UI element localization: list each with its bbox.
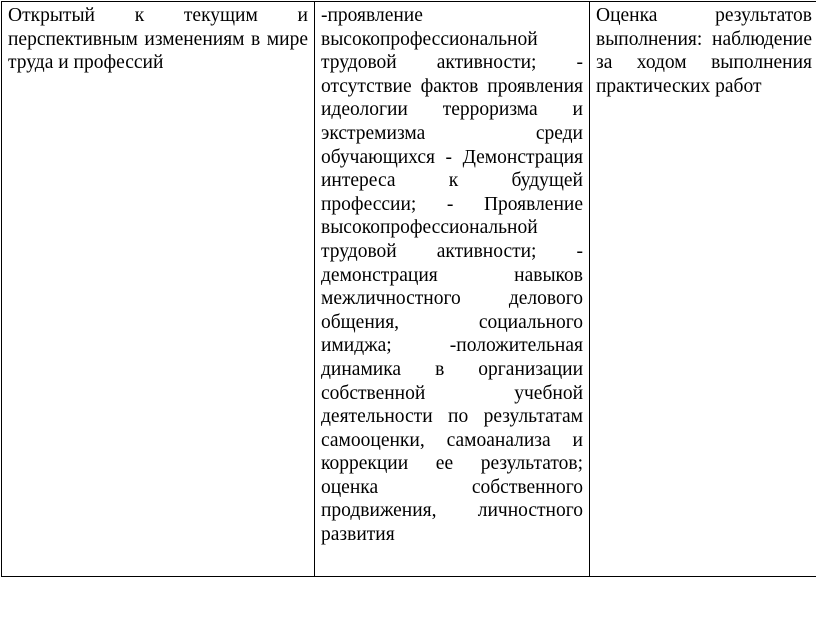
cell-indicators	[315, 2, 590, 577]
competency-text: Открытый к текущим и перспективным изменениям в мире труда и профессий	[8, 5, 308, 74]
assessment-text: Оценка результатов выполнения: наблюдение за ходом выполнения практических работ	[596, 5, 812, 97]
cell-competency	[2, 2, 315, 577]
results-table	[1, 1, 816, 577]
cell-assessment	[590, 2, 816, 577]
table-row	[2, 2, 816, 577]
indicators-text: -проявление высокопрофессиональной трудовой активности; - отсутствие фактов проявления идеологии терроризма и экстремизма среди обучающихся - Демонстрация интереса к будущей профессии; - Проявление высокопрофессиональной трудовой активности; - демонстрация навыков межличностного делового общения, социального имиджа; -положительная динамика в организации собственной учебной деятельности по результатам самооценки, самоанализа и коррекции ее результатов; оценка собственного продвижения, личностного развития	[321, 5, 583, 546]
